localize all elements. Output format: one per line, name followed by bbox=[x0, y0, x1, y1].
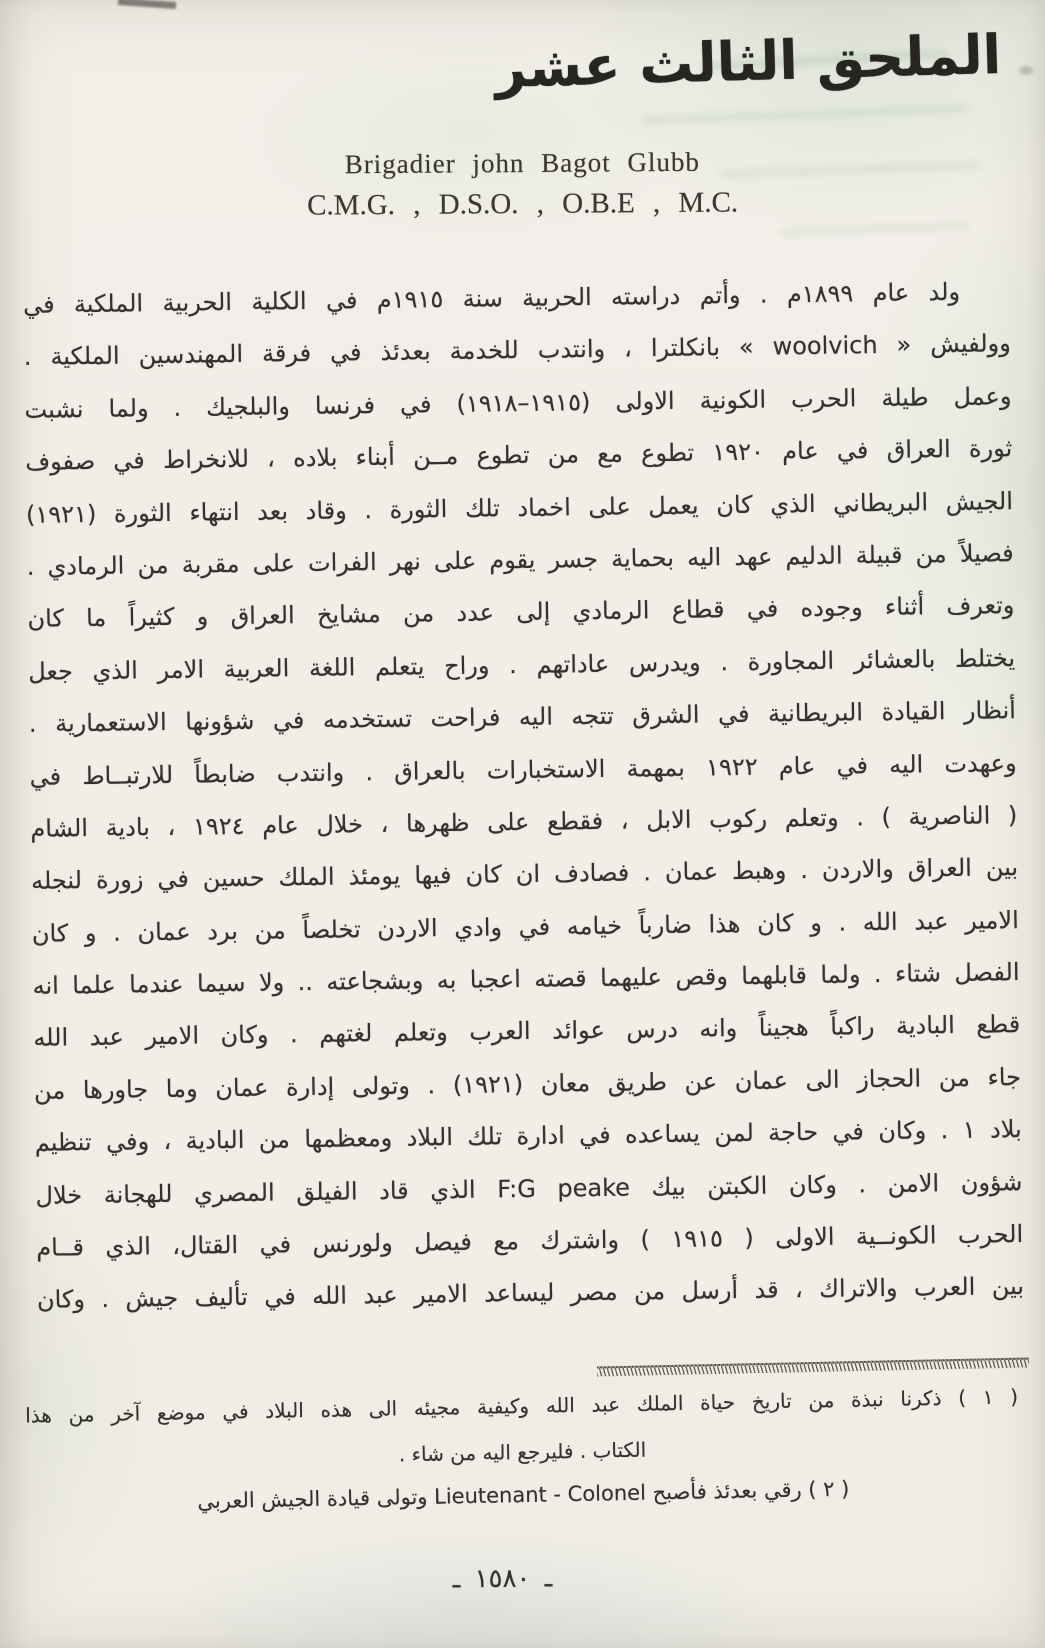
body-line: أنظار القيادة البريطانية في الشرق تتجه اليه فراحت تستخدمه في شؤونها الاستعمارية . bbox=[28, 696, 1017, 739]
body-line: الحرب الكونــية الاولى ( ١٩١٥ ) واشترك مع فيصل ولورنس في القتال، الذي قــام bbox=[36, 1220, 1024, 1262]
scan-smudge bbox=[1019, 66, 1033, 75]
footnote-line: ( ٢ ) رقي بعدئذ فأصبح Lieutenant - Colonel وتولى قيادة الجيش العربي bbox=[197, 1476, 850, 1514]
body-line: وعمل طيلة الحرب الكونية الاولى (١٩١٥–١٩١٨) في فرنسا والبلجيك . ولما نشبت bbox=[24, 381, 1012, 424]
body-line: فصيلاً من قبيلة الدليم عهد اليه بحماية جسر يقوم على نهر الفرات على مقربة من الرمادي . bbox=[26, 539, 1014, 581]
bleed-through-stain bbox=[780, 222, 970, 237]
body-text bbox=[23, 265, 1025, 1326]
body-line: ( الناصرية ) . وتعلم ركوب الابل ، فقطع على ظهرها ، خلال عام ١٩٢٤ ، بادية الشام bbox=[30, 801, 1018, 843]
body-line: يختلط بالعشائر المجاورة . ويدرس عاداتهم . وراح يتعلم اللغة العربية الامر الذي جعل bbox=[28, 643, 1016, 686]
body-line: الجيش البريطاني الذي كان يعمل على اخماد تلك الثورة . وقاد بعد انتهاء الثورة (١٩٢١) bbox=[25, 486, 1014, 529]
bleed-through-stain bbox=[640, 104, 970, 125]
footnote-line: ( ١ ) ذكرنا نبذة من تاريخ حياة الملك عبد الله وكيفية مجيئه الى هذه البلاد في موضع آخر من هذا bbox=[24, 1384, 1019, 1428]
body-line: ولد عام ١٨٩٩م . وأتم دراسته الحربية سنة ١٩١٥م في الكلية الحربية الملكية في bbox=[22, 277, 961, 319]
body-line: وتعرف أثناء وجوده في قطاع الرمادي إلى عدد من مشايخ العراق و كثيراً ما كان bbox=[27, 591, 1015, 634]
footnote-line: الكتاب . فليرجع اليه من شاء . bbox=[398, 1437, 647, 1467]
footnote-separator bbox=[597, 1357, 1029, 1376]
body-line: شؤون الامن . وكان الكبتن بيك F:G peake الذي قاد الفيلق المصري للهجانة خلال bbox=[35, 1167, 1023, 1210]
body-line: ثورة العراق في عام ١٩٢٠ تطوع مع من تطوع مــن أبناء بلاده ، للانخراط في صفوف bbox=[25, 434, 1013, 477]
author-name: Brigadier john Bagot Glubb bbox=[344, 146, 701, 180]
body-line: الفصل شتاء . ولما قابلهما وقص عليهما قصته اعجبا به وبشجاعته .. ولا سيما عندما علما انه bbox=[32, 958, 1020, 1000]
body-line: الامير عبد الله . و كان هذا ضارباً خيامه في وادي الاردن تخلصاً من برد عمان . و كان bbox=[31, 905, 1019, 948]
appendix-heading: الملحق الثالث عشر bbox=[494, 22, 1002, 101]
body-line: بلاد ١ . وكان في حاجة لمن يساعده في ادارة تلك البلاد ومعظمها من البادية ، وفي تنظيم bbox=[34, 1115, 1022, 1158]
page-number: ـ ١٥٨٠ ـ bbox=[452, 1563, 553, 1595]
author-honors: C.M.G. , D.S.O. , O.B.E , M.C. bbox=[307, 186, 739, 222]
body-line: قطع البادية راكباً هجيناً وانه درس عوائد العرب وتعلم لغتهم . وكان الامير عبد الله bbox=[33, 1010, 1021, 1053]
author-title-block bbox=[0, 144, 1045, 224]
footnotes-block bbox=[25, 1376, 1020, 1525]
body-line: بين العرب والاتراك ، قد أرسل من مصر ليساعد الامير عبد الله في تأليف جيش . وكان bbox=[36, 1272, 1025, 1315]
scan-smudge bbox=[118, 0, 176, 9]
body-line: وعهدت اليه في عام ١٩٢٢ بمهمة الاستخبارات بالعراق . وانتدب ضابطاً للارتبــاط في bbox=[29, 748, 1017, 791]
body-line: جاء من الحجاز الى عمان عن طريق معان (١٩٢١) . وتولى إدارة عمان وما جاورها من bbox=[33, 1062, 1022, 1105]
body-line: وولفيش « woolvich » بانكلترا ، وانتدب للخدمة بعدئذ في فرقة المهندسين الملكية . bbox=[23, 329, 1011, 372]
body-line: بين العراق والاردن . وهبط عمان . فصادف ان كان فيها يومئذ الملك حسين في زورة لنجله bbox=[30, 853, 1019, 896]
